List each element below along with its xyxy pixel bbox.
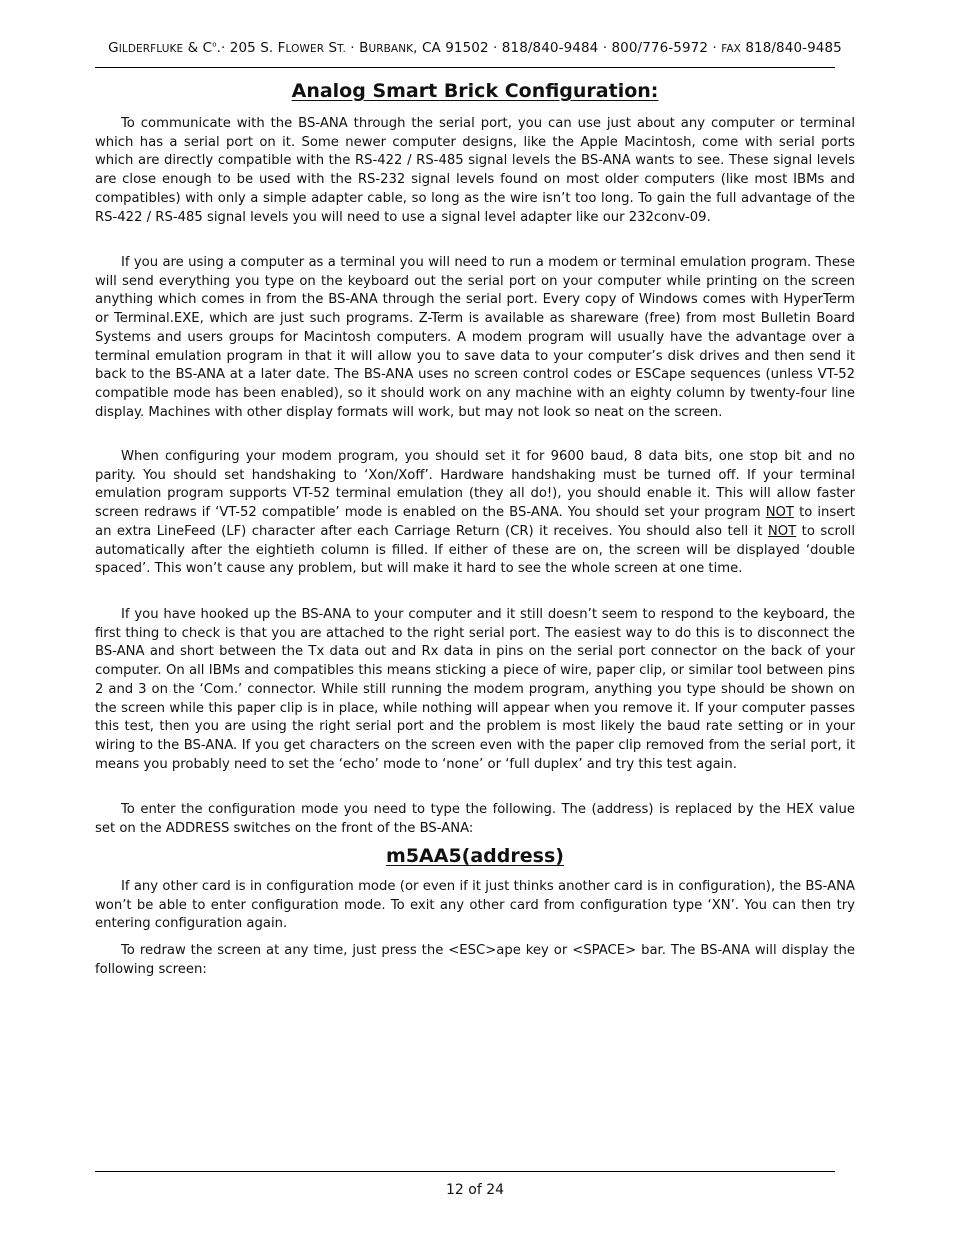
header-fax-number: 818/840-9485	[740, 40, 842, 56]
paragraph-enter-config: To enter the configuration mode you need to type the following. The (address) is replaced by the HEX value set on the ADDRESS switches on the front of the BS-ANA:	[95, 802, 855, 836]
header-fax-label: FAX	[721, 43, 741, 55]
header-st-t: T.	[337, 43, 346, 55]
header-flower: LOWER	[285, 43, 325, 55]
paragraph-terminal: If you are using a computer as a terminal you will need to run a modem or terminal emulation program. These will send everything you type on the keyboard out the serial port on your computer while printing on the screen anything which comes in from the BS-ANA through the serial port. Every copy of Windows comes with HyperTerm or Terminal.EXE, which are just such programs. Z-Term is available as shareware (free) from most Bulletin Board Systems and users groups for Macintosh computers. A modem program will usually have the advantage over a terminal emulation program in that it will allow you to save data to your computer’s disk drives and then send it back to the BS-ANA at a later date. The BS-ANA uses no screen control codes or ESCape sequences (unless VT-52 compatible mode has been enabled), so it should work on any machine with an eighty column by twenty-four line display. Machines with other display formats will work, but may not look so neat on the screen.	[95, 255, 855, 420]
header-st: S	[324, 40, 338, 56]
p3-not-1: NOT	[765, 505, 794, 521]
paragraph-modem-config	[95, 448, 855, 579]
paragraph-other-card: If any other card is in configuration mode (or even if it just thinks another card is in configuration), the BS-ANA won’t be able to enter configuration mode. To exit any other card from configuration type ‘XN’. You can then try entering configuration again.	[95, 879, 855, 932]
page-title: Analog Smart Brick Configuration:	[291, 80, 659, 102]
p3-not-2: NOT	[767, 523, 797, 539]
p3-text-b: to insert an extra LineFeed (LF) character after each Carriage Return (CR) it receives. You should also tell it	[95, 505, 855, 539]
header-address-a: .· 205 S. F	[216, 40, 286, 56]
header-company: ILDERFLUKE	[118, 43, 184, 55]
footer-rule	[95, 1171, 835, 1172]
p3-text-c: to scroll automatically after the eightieth column is filled. If either of these are on, the screen will be displayed ‘double spaced’. This won’t cause any problem, but will make it hard to see the whole screen at one time.	[95, 523, 855, 577]
header-g: G	[108, 40, 119, 56]
p3-text-a: When configuring your modem program, you should set it for 9600 baud, 8 data bits, one stop bit and no parity. You should set handshaking to ‘Xon/Xoff’. Hardware handshaking must be turned off. If your terminal emulation program supports VT-52 terminal emulation (they all do!), you should enable it. This will allow faster screen redraws if ‘VT-52 compatible’ mode is enabled on the BS-ANA. You should set your program	[95, 449, 855, 521]
paragraph-troubleshoot: If you have hooked up the BS-ANA to your computer and it still doesn’t seem to respond to the keyboard, the first thing to check is that you are attached to the right serial port. The easiest way to do this is to disconnect the BS-ANA and short between the Tx data out and Rx data in pins on the serial port connector on the back of your computer. On all IBMs and compatibles this means sticking a piece of wire, paper clip, or similar tool between pins 2 and 3 on the ‘Com.’ connector. While still running the modem program, anything you type should be shown on the screen while this paper clip is in place, while nothing will appear when you remove it. If your computer passes this test, then you are using the right serial port and the problem is most likely the baud rate setting or in your wiring to the BS-ANA. If you get characters on the screen even with the paper clip removed from the serial port, it means you probably need to set the ‘echo’ mode to ‘none’ or ‘full duplex’ and try this test again.	[95, 607, 855, 772]
header-phones: , CA 91502 · 818/840-9484 · 800/776-5972 ·	[413, 40, 722, 56]
header-rule	[95, 67, 835, 68]
header-burbank: URBANK	[368, 43, 414, 55]
header-sup: o	[212, 40, 217, 49]
page-number: 12 of 24	[445, 1182, 505, 1198]
header-amp-c: & C	[187, 40, 213, 56]
header-dot: · B	[345, 40, 369, 56]
page-header	[95, 40, 855, 56]
paragraph-serial-port: To communicate with the BS-ANA through the serial port, you can use just about any computer or terminal which has a serial port on it. Some newer computer designs, like the Apple Macintosh, come with serial ports which are directly compatible with the RS-422 / RS-485 signal levels the BS-ANA wants to see. These signal levels are close enough to be used with the RS-232 signal levels found on most older computers (like most IBMs and compatibles) with only a simple adapter cable, so long as the wire isn’t too long. To gain the full advantage of the RS-422 / RS-485 signal levels you will need to use a signal level adapter like our 232conv-09.	[95, 116, 855, 225]
command-heading: m5AA5(address)	[386, 845, 564, 867]
paragraph-redraw: To redraw the screen at any time, just press the <ESC>ape key or <SPACE> bar. The BS-ANA will display the following screen:	[95, 943, 855, 977]
